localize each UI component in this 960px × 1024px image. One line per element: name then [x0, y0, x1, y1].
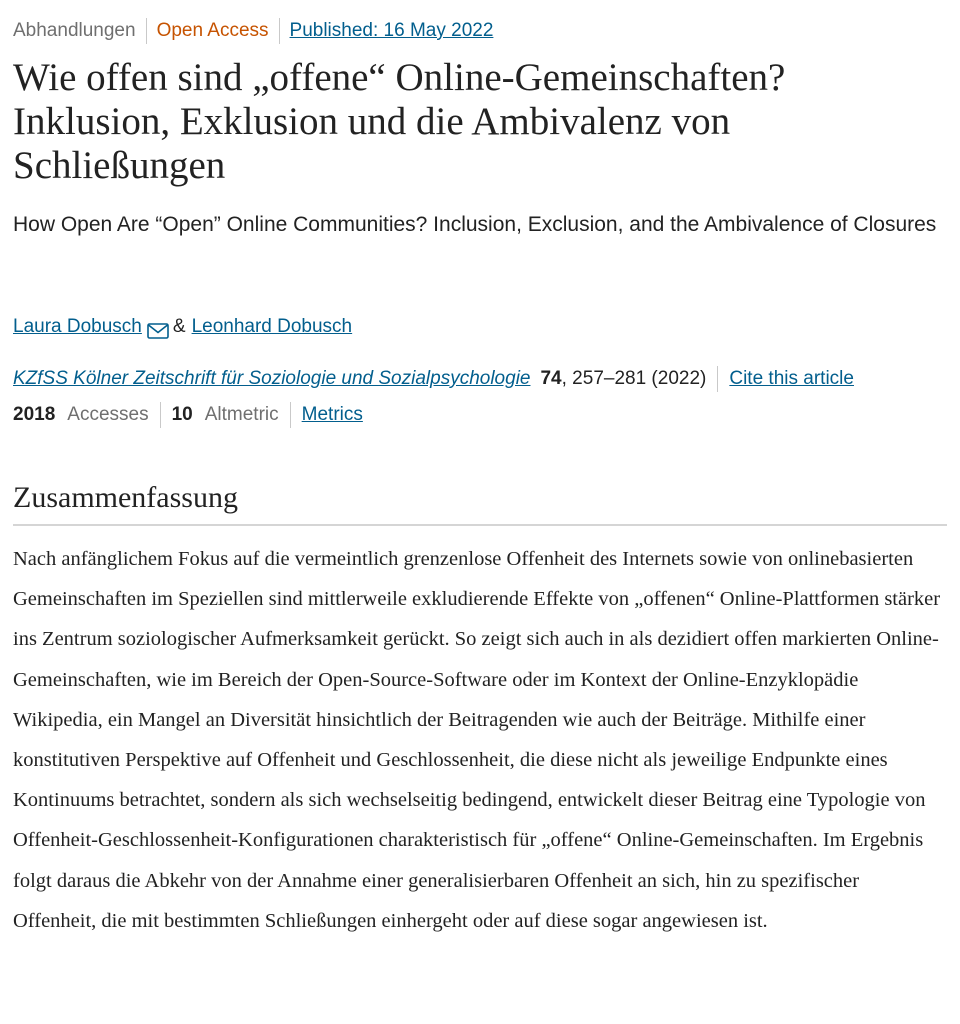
- divider: [146, 18, 147, 44]
- journal-pages: , 257–281 (2022): [561, 368, 707, 389]
- journal-link[interactable]: KZfSS Kölner Zeitschrift für Soziologie und Sozialpsychologie: [13, 368, 531, 389]
- cite-article-link[interactable]: Cite this article: [729, 368, 854, 389]
- accesses-count: 2018: [13, 404, 56, 425]
- abstract-text: Nach anfänglichem Fokus auf die vermeintlich grenzenlose Offenheit des Internets sowie von onlinebasierten Gemeinschaften im Speziellen sind mittlerweile exkludierende Effekte von „offenen“ Online-Plattformen stärker ins Zentrum soziologischer Aufmerksamkeit gerückt. So zeigt sich auch in als dezidiert offen markierten Online-Gemeinschaften, wie im Bereich der Open-Source-Software oder im Kontext der Online-Enzyklopädie Wikipedia, ein Mangel an Diversität hinsichtlich der Beitragenden wie auch der Beiträge. Mithilfe einer konstitutiven Perspektive auf Offenheit und Geschlossenheit, die diese nicht als jeweilige Endpunkte eines Kontinuums betrachtet, sondern als sich wechselseitig bedingend, entwickelt dieser Beitrag eine Typologie von Offenheit-Geschlossenheit-Konfigurationen charakteristisch für „offene“ Online-Gemeinschaften. Im Ergebnis folgt daraus die Abkehr von der Annahme einer generalisierbaren Offenheit an sich, hin zu spezifischer Offenheit, die mit bestimmten Schließungen einhergeht oder auf diese sogar angewiesen ist.: [13, 548, 941, 932]
- article-metrics-row: [13, 400, 363, 430]
- article-title: Wie offen sind „offene“ Online-Gemeinschaften? Inklusion, Exklusion und die Ambivalenz von Schließungen: [13, 56, 786, 187]
- author-separator: &: [172, 316, 186, 337]
- published-date-link[interactable]: Published: 16 May 2022: [289, 20, 494, 41]
- open-access-badge: Open Access: [156, 20, 269, 41]
- metrics-link[interactable]: Metrics: [301, 404, 363, 425]
- mail-icon[interactable]: [147, 319, 169, 335]
- journal-volume: 74: [540, 368, 562, 389]
- journal-citation-row: [13, 364, 854, 394]
- author-list: [13, 312, 352, 342]
- article-meta-row: [13, 17, 493, 45]
- divider: [290, 402, 291, 428]
- author-link-laura-dobusch[interactable]: Laura Dobusch: [13, 316, 142, 337]
- article-subtitle: How Open Are “Open” Online Communities? Inclusion, Exclusion, and the Ambivalence of Closures: [13, 213, 937, 236]
- article-type: Abhandlungen: [13, 20, 136, 41]
- accesses-label: Accesses: [67, 404, 149, 425]
- divider: [279, 18, 280, 44]
- altmetric-count: 10: [171, 404, 193, 425]
- altmetric-label: Altmetric: [204, 404, 279, 425]
- author-link-leonhard-dobusch[interactable]: Leonhard Dobusch: [191, 316, 353, 337]
- abstract-heading: Zusammenfassung: [13, 478, 947, 526]
- divider: [160, 402, 161, 428]
- divider: [717, 366, 718, 392]
